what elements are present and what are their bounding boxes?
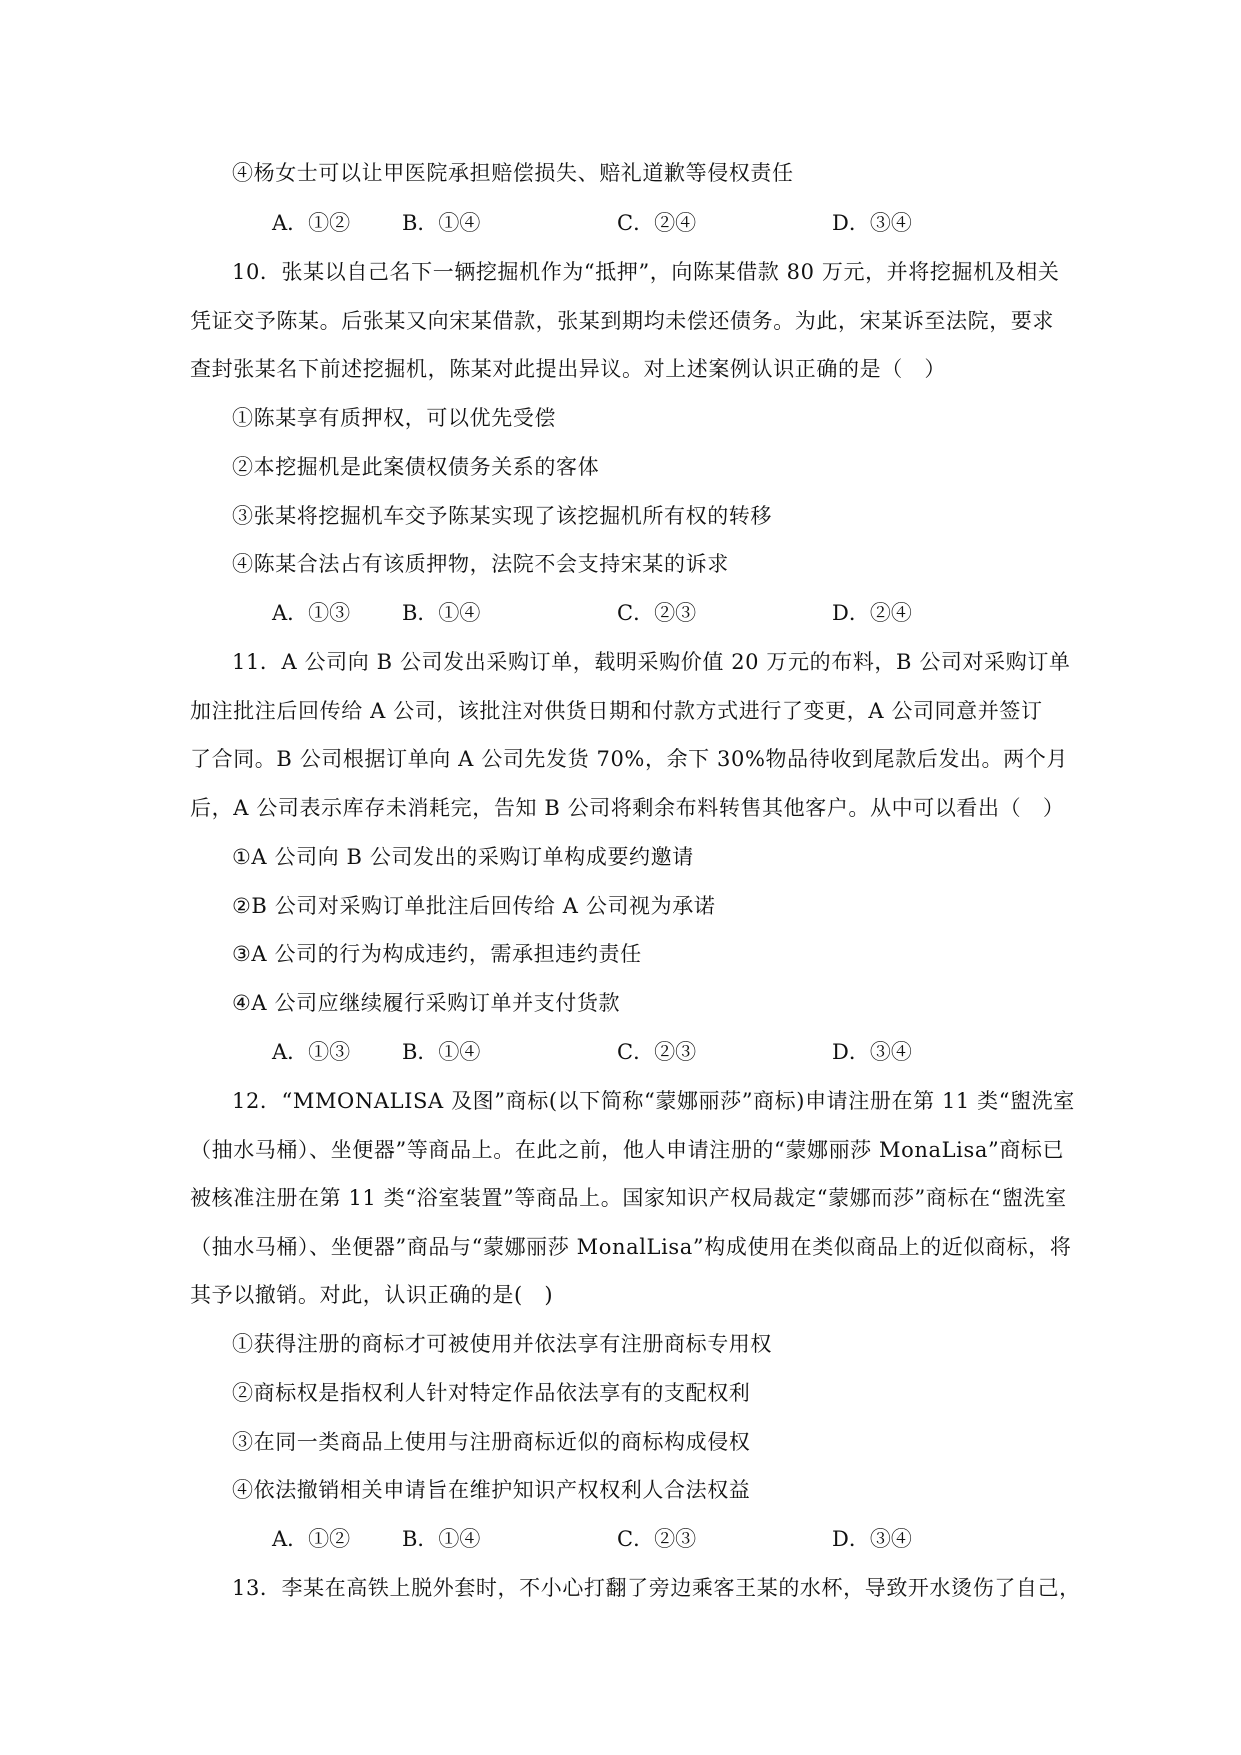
q11-stem-line-2: 加注批注后回传给 A 公司，该批注对供货日期和付款方式进行了变更，A 公司同意并签订: [190, 699, 1043, 723]
q12-stem-line-4: （抽水马桶）、坐便器”商品与“蒙娜丽莎 MonalLisa”构成使用在类似商品上的近似商标，将: [190, 1235, 1072, 1259]
q10-choice-a: A．①③: [272, 601, 351, 625]
q11-option-2: ②B 公司对采购订单批注后回传给 A 公司视为承诺: [232, 894, 716, 918]
q11-option-1: ①A 公司向 B 公司发出的采购订单构成要约邀请: [232, 845, 694, 869]
q9-choice-c: C．②④: [617, 211, 697, 235]
q11-option-3: ③A 公司的行为构成违约，需承担违约责任: [232, 942, 642, 966]
q9-choices: [272, 208, 992, 238]
q12-choices: [272, 1524, 992, 1554]
q10-option-1: ①陈某享有质押权，可以优先受偿: [232, 406, 556, 430]
q11-choice-d: D．③④: [832, 1040, 912, 1064]
q9-choice-d: D．③④: [832, 211, 912, 235]
q11-choice-a: A．①③: [272, 1040, 351, 1064]
q12-option-3: ③在同一类商品上使用与注册商标近似的商标构成侵权: [232, 1430, 751, 1454]
q10-option-2: ②本挖掘机是此案债权债务关系的客体: [232, 455, 600, 479]
q10-stem-line-3: 查封张某名下前述挖掘机，陈某对此提出异议。对上述案例认识正确的是（ ）: [190, 357, 946, 381]
q10-option-3: ③张某将挖掘机车交予陈某实现了该挖掘机所有权的转移: [232, 504, 772, 528]
q11-choice-c: C．②③: [617, 1040, 697, 1064]
q10-choices: [272, 598, 992, 628]
q10-stem-line-1: 10．张某以自己名下一辆挖掘机作为“抵押”，向陈某借款 80 万元，并将挖掘机及相关: [232, 260, 1060, 284]
q12-option-1: ①获得注册的商标才可被使用并依法享有注册商标专用权: [232, 1332, 772, 1356]
q12-choice-c: C．②③: [617, 1527, 697, 1551]
q13-stem-line-1: 13．李某在高铁上脱外套时，不小心打翻了旁边乘客王某的水杯，导致开水烫伤了自己，: [232, 1576, 1081, 1600]
q10-choice-b: B．①④: [402, 601, 481, 625]
q9-option-4: ④杨女士可以让甲医院承担赔偿损失、赔礼道歉等侵权责任: [232, 161, 794, 185]
q11-option-4: ④A 公司应继续履行采购订单并支付货款: [232, 991, 621, 1015]
q11-choice-b: B．①④: [402, 1040, 481, 1064]
q11-stem-line-3: 了合同。B 公司根据订单向 A 公司先发货 70%，余下 30%物品待收到尾款后发出。两个月: [190, 747, 1068, 771]
q12-option-4: ④依法撤销相关申请旨在维护知识产权权利人合法权益: [232, 1478, 751, 1502]
q12-option-2: ②商标权是指权利人针对特定作品依法享有的支配权利: [232, 1381, 751, 1405]
q12-stem-line-2: （抽水马桶）、坐便器”等商品上。在此之前，他人申请注册的“蒙娜丽莎 MonaLisa”商标已: [190, 1138, 1065, 1162]
q11-stem-line-1: 11．A 公司向 B 公司发出采购订单，载明采购价值 20 万元的布料，B 公司对采购订单: [232, 650, 1071, 674]
q12-stem-line-3: 被核准注册在第 11 类“浴室装置”等商品上。国家知识产权局裁定“蒙娜而莎”商标在“盥洗室: [190, 1186, 1067, 1210]
q12-choice-a: A．①②: [272, 1527, 351, 1551]
q12-choice-d: D．③④: [832, 1527, 912, 1551]
q11-stem-line-4: 后，A 公司表示库存未消耗完，告知 B 公司将剩余布料转售其他客户。从中可以看出（ ）: [190, 796, 1065, 820]
q9-choice-a: A．①②: [272, 211, 351, 235]
q12-choice-b: B．①④: [402, 1527, 481, 1551]
q10-option-4: ④陈某合法占有该质押物，法院不会支持宋某的诉求: [232, 552, 729, 576]
q10-stem-line-2: 凭证交予陈某。后张某又向宋某借款，张某到期均未偿还债务。为此，宋某诉至法院，要求: [190, 309, 1054, 333]
q12-stem-line-1: 12．“MMONALISA 及图”商标(以下简称“蒙娜丽莎”商标)申请注册在第 11 类“盥洗室: [232, 1089, 1075, 1113]
q12-stem-line-5: 其予以撤销。对此，认识正确的是( ): [190, 1283, 554, 1307]
q11-choices: [272, 1037, 992, 1067]
q10-choice-d: D．②④: [832, 601, 912, 625]
q10-choice-c: C．②③: [617, 601, 697, 625]
q9-choice-b: B．①④: [402, 211, 481, 235]
